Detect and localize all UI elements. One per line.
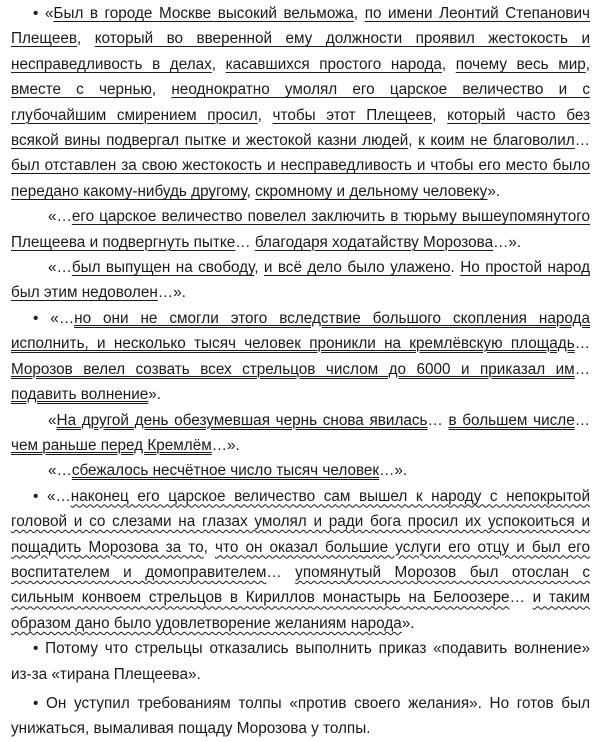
text-fragment: … [574, 132, 591, 150]
text-fragment: … [574, 360, 590, 378]
underlined-quote-fragment: чтобы этот Плещеев [272, 106, 433, 124]
text-fragment: , [408, 132, 419, 150]
paragraph [11, 458, 590, 483]
underlined-quote-fragment: скромному и дельному человеку [255, 182, 488, 200]
text-fragment: , [254, 259, 264, 277]
underlined-quote-fragment: в большем числе [448, 411, 575, 429]
paragraph [11, 255, 590, 306]
text-fragment: … [235, 233, 255, 251]
text-fragment: ». [401, 614, 415, 632]
text-fragment: «… [48, 462, 72, 480]
text-fragment: , [151, 81, 172, 99]
text-fragment: … [427, 411, 449, 429]
text-fragment: , [257, 106, 273, 124]
underlined-quote-fragment: подавить волнение [11, 386, 149, 404]
underlined-quote-fragment: Но простой народ был этим недоволен [11, 259, 590, 302]
underlined-quote-fragment: чем раньше перед Кремлём [11, 436, 212, 454]
text-fragment: , [76, 30, 95, 48]
text-fragment: , [585, 55, 591, 73]
underlined-quote-fragment: упомянутый Морозов был отослан с сильным конвоем стрельцов в Кириллов монастырь на Белоозере [11, 563, 591, 607]
underlined-quote-fragment: который часто без всякой вины подвергал пытке и жестокой казни людей [11, 106, 591, 150]
text-fragment: . [450, 259, 461, 277]
text-fragment: ». [487, 182, 501, 200]
underlined-quote-fragment: и таким образом дано было удовлетворение желаниям народа [11, 589, 591, 632]
underlined-quote-fragment: благодаря ходатайству Морозова [254, 233, 494, 251]
paragraph [11, 691, 590, 742]
text-fragment: …». [379, 462, 408, 480]
text-fragment: … [574, 335, 590, 353]
text-fragment: , [441, 55, 456, 73]
text-fragment: , [211, 55, 226, 73]
paragraph [11, 636, 590, 687]
text-fragment: …». [493, 233, 522, 251]
underlined-quote-fragment: Морозов велел созвать всех стрельцов числом до 6000 и приказал им [11, 360, 575, 378]
paragraph [11, 1, 590, 204]
underlined-quote-fragment: На другой день обезумевшая чернь снова явилась [56, 411, 428, 429]
underlined-quote-fragment: был отставлен за свою жестокость и несправедливость и чтобы его место было передано какому-нибудь другому [11, 157, 590, 200]
paragraph [11, 408, 590, 459]
text-fragment: …». [157, 284, 186, 302]
paragraph [11, 306, 590, 408]
underlined-quote-fragment: сбежалось несчётное число тысяч человек [71, 462, 380, 480]
underlined-quote-fragment: почему весь мир [455, 55, 586, 73]
text-fragment: , [246, 182, 256, 200]
text-fragment: … [574, 411, 590, 429]
underlined-quote-fragment: и всё дело было улажено [263, 259, 451, 277]
text-fragment: , [432, 106, 448, 124]
text-fragment: • «… [33, 487, 71, 505]
underlined-quote-fragment: был выпущен на свободу [71, 259, 255, 277]
underlined-quote-fragment: касавшихся простого народа [225, 55, 442, 73]
text-fragment: «… [48, 259, 72, 277]
text-fragment: • Потому что стрельцы отказались выполнить приказ «подавить волнение» из-за «тирана Плещеева». [11, 640, 590, 683]
text-fragment: … [509, 589, 533, 607]
text-fragment: , [203, 538, 216, 556]
underlined-quote-fragment: но они не смогли этого вследствие большого скопления народа исполнить, и несколько тысяч человек проникли на кремлёвскую площадь [11, 309, 590, 353]
paragraph [11, 484, 590, 636]
text-fragment: , [353, 5, 365, 22]
underlined-quote-fragment: вместе с чернью [11, 81, 152, 99]
text-fragment: … [266, 563, 296, 581]
text-fragment: • Он уступил требованиям толпы «против своего желания». Но готов был унижаться, вымаливая пощаду Морозова у толпы. [11, 694, 590, 738]
underlined-quote-fragment: к коим не благоволил [418, 132, 575, 150]
underlined-quote-fragment: по имени Леонтий Степанович Плещеев [11, 5, 590, 48]
underlined-quote-fragment: его царское величество повелел заключить в тюрьму вышеупомянутого Плещеева и подвергнуть пытке [11, 208, 590, 251]
text-fragment: « [48, 411, 57, 429]
underlined-quote-fragment: что он оказал большие услуги его отцу и был его воспитателем и домоправителем [11, 538, 590, 581]
text-fragment: ». [148, 386, 162, 404]
text-fragment: • «… [33, 309, 75, 327]
paragraph [11, 204, 590, 255]
underlined-quote-fragment: неоднократно умолял его царское величество и с глубочайшим смирением просил [11, 81, 590, 124]
underlined-quote-fragment: наконец его царское величество сам вышел к народу с непокрытой головой и со слезами на глазах умолял и ради бога просил их успокоиться и пощадить Морозова за то [11, 487, 590, 556]
text-fragment: • « [33, 5, 54, 22]
text-fragment: …». [211, 436, 240, 454]
text-fragment: «… [48, 208, 72, 226]
underlined-quote-fragment: который во вверенной ему должности проявил жестокость и несправедливость в делах [11, 30, 590, 73]
underlined-quote-fragment: Был в городе Москве высокий вельможа [53, 5, 354, 22]
